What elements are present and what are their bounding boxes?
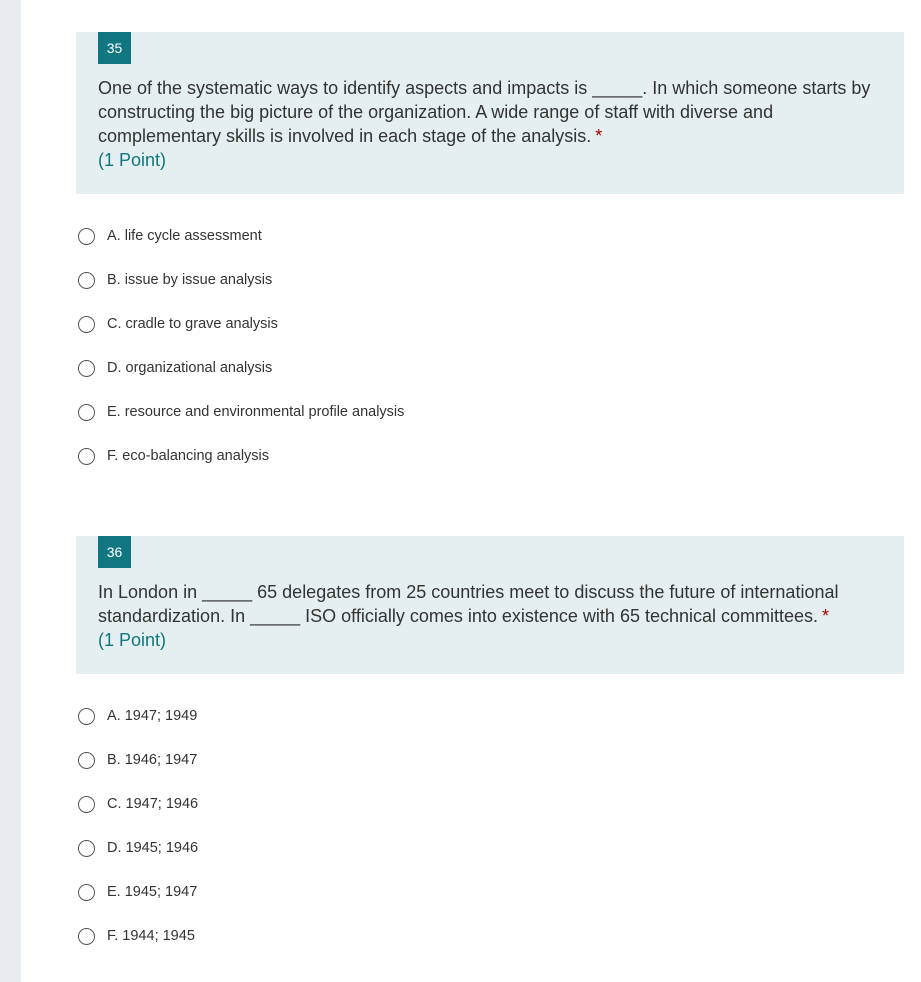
question-number-badge: 36 xyxy=(98,536,131,568)
options-list xyxy=(76,694,904,958)
form-page xyxy=(21,0,921,982)
options-list xyxy=(76,214,904,478)
option-label: B. 1946; 1947 xyxy=(107,752,198,768)
option-label: C. cradle to grave analysis xyxy=(107,316,278,332)
question-number-badge: 35 xyxy=(98,32,131,64)
option-b[interactable] xyxy=(76,258,904,302)
option-label: D. organizational analysis xyxy=(107,360,273,376)
radio-button[interactable] xyxy=(78,404,95,421)
question-36 xyxy=(76,536,904,958)
option-b[interactable] xyxy=(76,738,904,782)
question-text xyxy=(98,76,882,148)
radio-button[interactable] xyxy=(78,796,95,813)
question-header xyxy=(76,32,904,194)
question-prompt: In London in _____ 65 delegates from 25 countries meet to discuss the future of international standardization. In _____ ISO officially comes into existence with 65 technical committees. xyxy=(98,582,839,626)
option-f[interactable] xyxy=(76,914,904,958)
option-label: E. 1945; 1947 xyxy=(107,884,198,900)
radio-button[interactable] xyxy=(78,316,95,333)
required-asterisk: * xyxy=(822,606,830,626)
option-c[interactable] xyxy=(76,782,904,826)
question-text xyxy=(98,580,882,628)
radio-button[interactable] xyxy=(78,752,95,769)
option-d[interactable] xyxy=(76,826,904,870)
option-label: D. 1945; 1946 xyxy=(107,840,199,856)
option-label: A. 1947; 1949 xyxy=(107,708,198,724)
radio-button[interactable] xyxy=(78,228,95,245)
radio-button[interactable] xyxy=(78,360,95,377)
option-e[interactable] xyxy=(76,870,904,914)
option-label: B. issue by issue analysis xyxy=(107,272,273,288)
option-d[interactable] xyxy=(76,346,904,390)
option-f[interactable] xyxy=(76,434,904,478)
question-prompt: One of the systematic ways to identify aspects and impacts is _____. In which someone starts by constructing the big picture of the organization. A wide range of staff with diverse and complementary skills is involved in each stage of the analysis. xyxy=(98,78,871,146)
radio-button[interactable] xyxy=(78,448,95,465)
radio-button[interactable] xyxy=(78,928,95,945)
radio-button[interactable] xyxy=(78,884,95,901)
option-e[interactable] xyxy=(76,390,904,434)
question-points: (1 Point) xyxy=(98,630,167,650)
radio-button[interactable] xyxy=(78,272,95,289)
option-c[interactable] xyxy=(76,302,904,346)
option-a[interactable] xyxy=(76,694,904,738)
question-points: (1 Point) xyxy=(98,150,167,170)
radio-button[interactable] xyxy=(78,840,95,857)
required-asterisk: * xyxy=(595,126,603,146)
option-label: C. 1947; 1946 xyxy=(107,796,199,812)
radio-button[interactable] xyxy=(78,708,95,725)
option-a[interactable] xyxy=(76,214,904,258)
question-35 xyxy=(76,32,904,478)
option-label: E. resource and environmental profile analysis xyxy=(107,404,405,420)
question-header xyxy=(76,536,904,674)
option-label: A. life cycle assessment xyxy=(107,228,262,244)
option-label: F. 1944; 1945 xyxy=(107,928,195,944)
option-label: F. eco-balancing analysis xyxy=(107,448,270,464)
